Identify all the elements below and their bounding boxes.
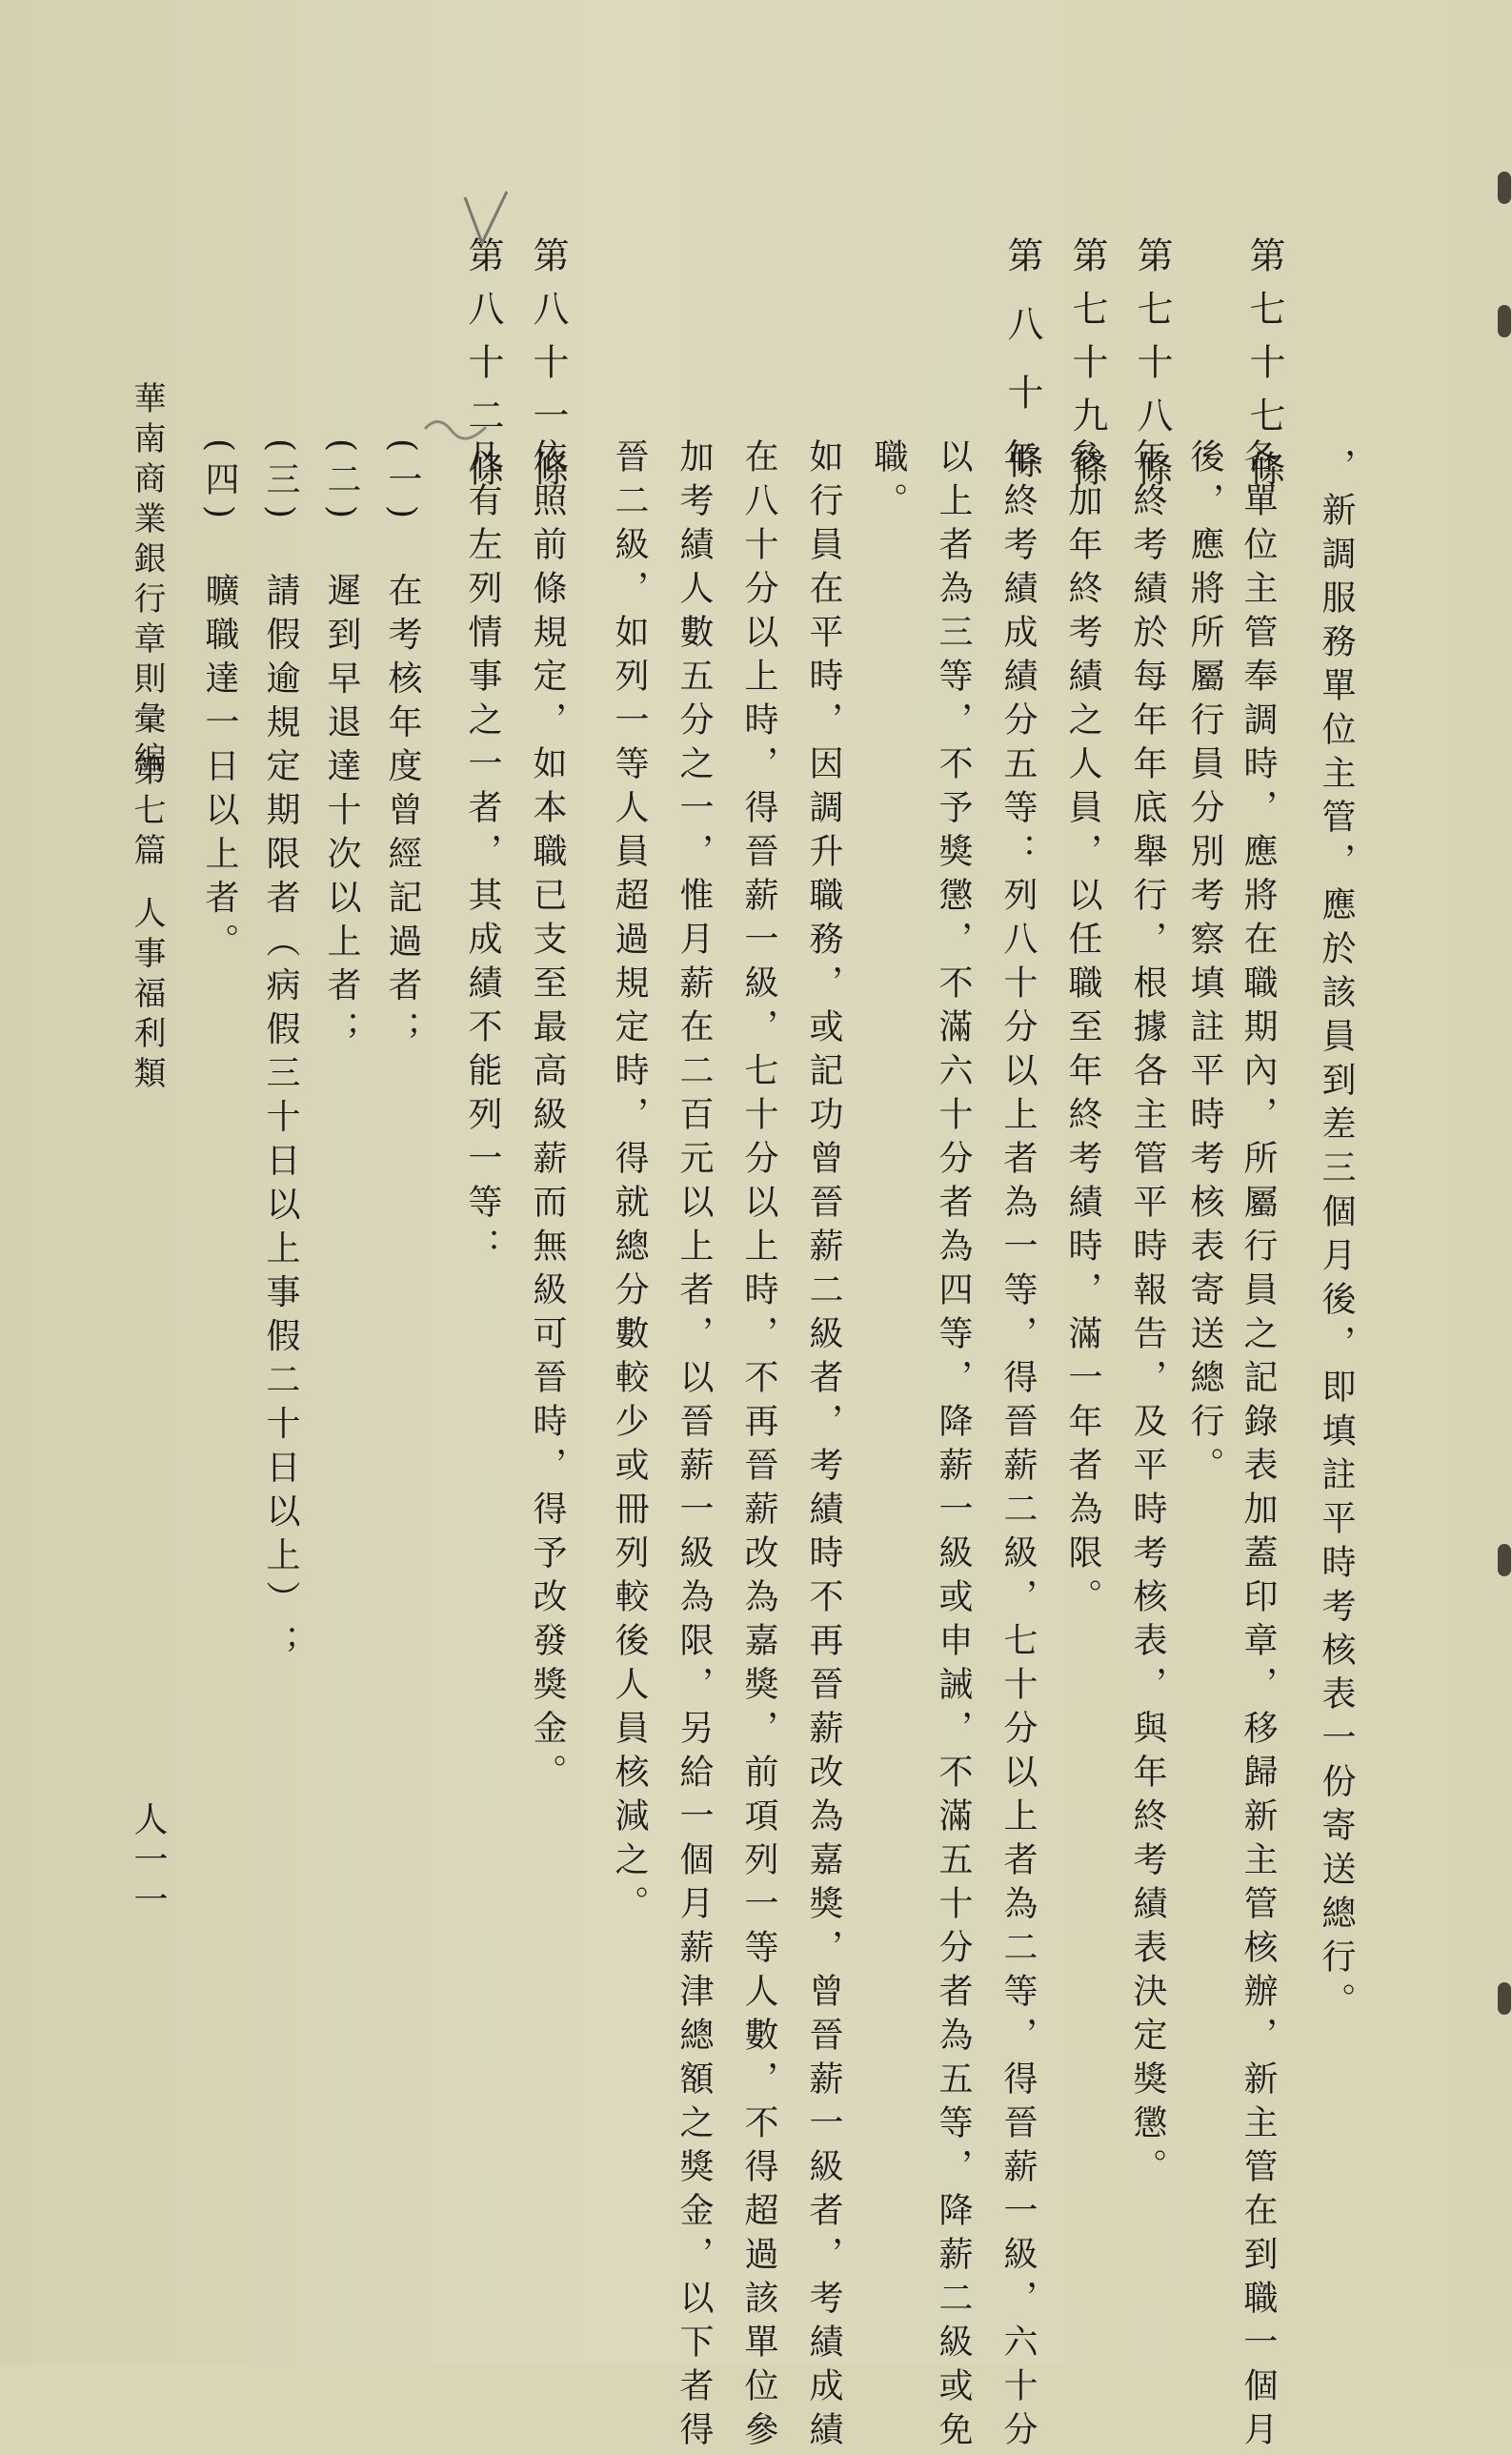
article-82-item-1: (一) 在考核年度曾經記過者； <box>383 438 422 1055</box>
article-77-heading: 第七十七條 <box>1243 236 1285 503</box>
article-77-line-3: ，新調服務單位主管，應於該員到差三個月後，即填註平時考核表一份寄送總行。 <box>1317 448 1356 2026</box>
category-label: 人事福利類 <box>128 896 166 1096</box>
article-80-line-4: 如行員在平時，因調升職務，或記功曾晉薪二級者，考績時不再晉薪改為嘉獎，曾晉薪一級者，考績成績 <box>804 438 843 2455</box>
binding-hole <box>1498 305 1511 337</box>
article-80-line-6: 加考績人數五分之一，惟月薪在二百元以上者，以晉薪一級為限，另給一個月薪津總額之獎金，以下者得 <box>675 438 714 2455</box>
article-82-item-4: (四) 曠職達一日以上者。 <box>200 438 239 967</box>
article-79-heading: 第七十九條 <box>1066 236 1108 503</box>
article-80-line-5: 在八十分以上時，得晉薪一級，七十分以上時，不再晉薪改為嘉獎，前項列一等人數，不得超過該單位參 <box>739 438 778 2455</box>
article-80-line-7: 晉二級，如列一等人員超過規定時，得就總分數較少或冊列較後人員核減之。 <box>610 438 649 1929</box>
pencil-scribble <box>419 410 495 448</box>
binding-hole <box>1498 1982 1511 2015</box>
article-81-heading: 第八十一條 <box>527 236 569 503</box>
article-80-heading: 第八十條 <box>1001 236 1043 511</box>
article-80-line-1: 年終考績成績分五等：列八十分以上者為一等，得晉薪二級，七十分以上者為二等，得晉薪一級，六十分 <box>998 438 1038 2455</box>
article-78-line-1: 年終考績於每年年底舉行，根據各主管平時報告，及平時考核表，與年終考績表決定獎懲。 <box>1128 438 1167 2192</box>
binding-hole <box>1498 172 1511 204</box>
page-number: 人一一 <box>129 1801 168 1921</box>
section-label: 第七篇 <box>128 753 166 873</box>
article-82-line-1: 凡有左列情事之一者，其成績不能列一等： <box>463 438 502 1271</box>
article-77-line-1: 各單位主管奉調時，應將在職期內，所屬行員之記錄表加蓋印章，移歸新主管核辦，新主管在到職一個月 <box>1239 438 1278 2455</box>
article-82-item-2: (二) 遲到早退達十次以上者； <box>322 438 361 1055</box>
binding-hole <box>1498 1544 1511 1576</box>
article-82-item-3: (三) 請假逾規定期限者（病假三十日以上事假二十日以上）； <box>261 438 300 1669</box>
article-80-line-2: 以上者為三等，不予獎懲，不滿六十分者為四等，降薪一級或申誡，不滿五十分者為五等，降薪二級或免 <box>934 438 973 2455</box>
article-79-line-1: 參加年終考績之人員，以任職至年終考績時，滿一年者為限。 <box>1063 438 1102 1622</box>
article-82-heading: 第八十二條 <box>462 236 504 503</box>
article-77-line-2: 後，應將所屬行員分別考察填註平時考核表寄送總行。 <box>1185 438 1224 1491</box>
article-78-heading: 第七十八條 <box>1131 236 1173 503</box>
book-title: 華南商業銀行章則彙編 <box>128 381 166 781</box>
pencil-check-mark <box>457 186 514 262</box>
article-81-line-1: 依照前條規定，如本職已支至最高級薪而無級可晉時，得予改發獎金。 <box>528 438 567 1797</box>
article-80-line-3: 職。 <box>869 438 908 526</box>
